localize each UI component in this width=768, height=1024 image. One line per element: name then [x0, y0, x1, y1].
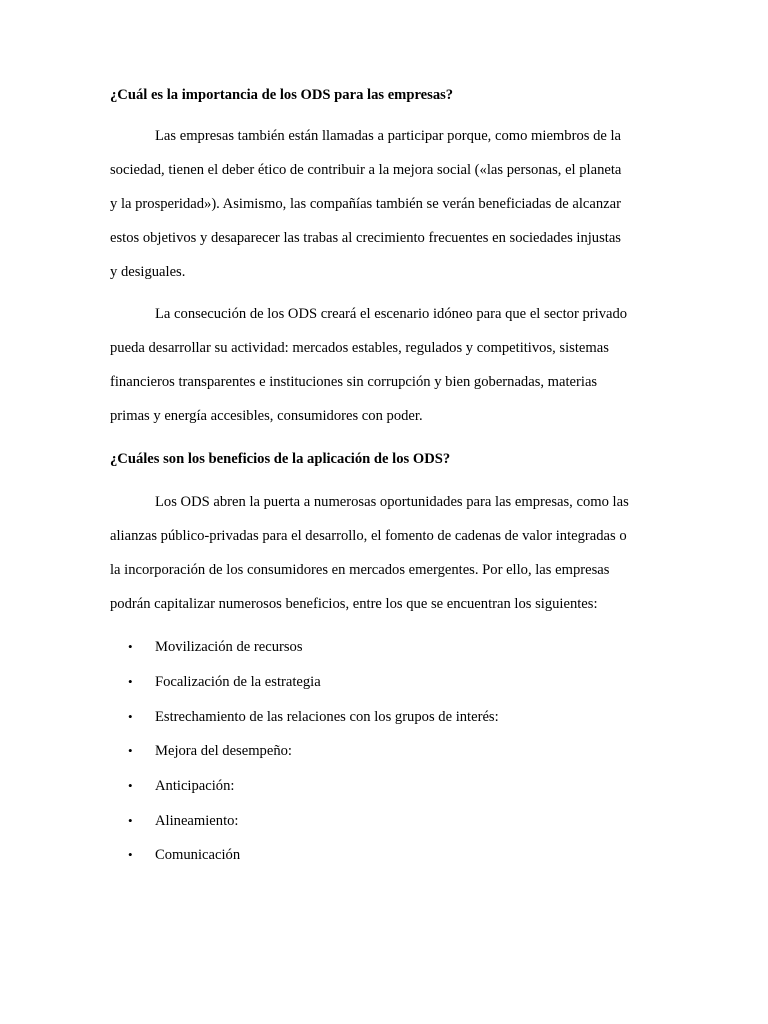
paragraph-line: sociedad, tienen el deber ético de contribuir a la mejora social («las personas, el planeta — [110, 162, 622, 178]
paragraph-line: La consecución de los ODS creará el escenario idóneo para que el sector privado — [155, 306, 628, 322]
paragraph-line: podrán capitalizar numerosos beneficios, entre los que se encuentran los siguientes: — [110, 596, 598, 612]
list-item-text: Focalización de la estrategia — [155, 674, 321, 690]
list-item-text: Movilización de recursos — [155, 639, 303, 655]
paragraph-line: la incorporación de los consumidores en mercados emergentes. Por ello, las empresas — [110, 562, 610, 578]
bullet-icon: • — [128, 813, 133, 828]
paragraph-line: Las empresas también están llamadas a participar porque, como miembros de la — [155, 128, 622, 144]
list-item-text: Anticipación: — [155, 778, 235, 794]
section-heading-benefits: ¿Cuáles son los beneficios de la aplicación de los ODS? — [110, 451, 451, 467]
section-heading-importance: ¿Cuál es la importancia de los ODS para las empresas? — [110, 87, 454, 103]
paragraph-line: estos objetivos y desaparecer las trabas al crecimiento frecuentes en sociedades injustas — [110, 230, 621, 246]
list-item-text: Estrechamiento de las relaciones con los grupos de interés: — [155, 709, 499, 725]
bullet-icon: • — [128, 778, 133, 793]
paragraph-line: financieros transparentes e instituciones sin corrupción y bien gobernadas, materias — [110, 374, 598, 390]
list-item-text: Comunicación — [155, 847, 241, 863]
bullet-icon: • — [128, 674, 133, 689]
list-item-text: Alineamiento: — [155, 813, 239, 829]
bullet-icon: • — [128, 743, 133, 758]
list-item-text: Mejora del desempeño: — [155, 743, 292, 759]
bullet-icon: • — [128, 639, 133, 654]
paragraph-line: alianzas público-privadas para el desarrollo, el fomento de cadenas de valor integradas o — [110, 528, 627, 544]
paragraph-line: y desiguales. — [110, 264, 186, 280]
paragraph-line: Los ODS abren la puerta a numerosas oportunidades para las empresas, como las — [155, 494, 629, 510]
paragraph-line: primas y energía accesibles, consumidores con poder. — [110, 408, 423, 424]
bullet-icon: • — [128, 709, 133, 724]
paragraph-line: pueda desarrollar su actividad: mercados estables, regulados y competitivos, sistemas — [110, 340, 609, 356]
paragraph-line: y la prosperidad»). Asimismo, las compañías también se verán beneficiadas de alcanzar — [110, 196, 622, 212]
bullet-icon: • — [128, 847, 133, 862]
